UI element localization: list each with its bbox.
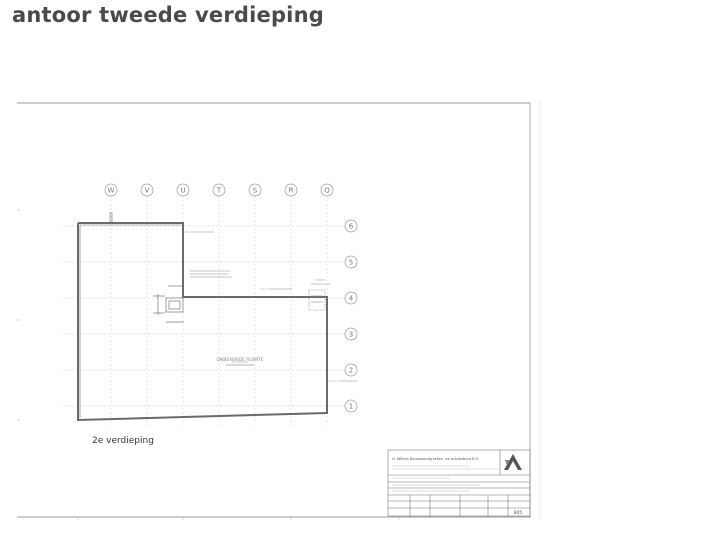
axis-label-4: 4 [348,294,354,303]
grid-lines [60,196,345,425]
sheet-number: 805 [513,511,523,516]
page-title: antoor tweede verdieping [12,3,324,27]
axis-label-2: 2 [348,366,354,375]
axis-label-s: S [252,186,258,195]
title-block-company: H. Willms Bouwkundig teken- en adviesburo B.V. [392,457,479,461]
axis-label-v: V [144,186,150,195]
axis-label-1: 1 [348,402,354,411]
axis-label-6: 6 [348,222,354,231]
row-axis-markers [345,220,357,412]
axis-label-w: W [107,186,115,195]
annotation-marks [190,232,358,381]
building-walls [78,223,327,420]
company-logo [504,454,522,470]
axis-label-u: U [180,186,186,195]
service-box [309,290,325,310]
axis-label-5: 5 [348,258,354,267]
floor-label: 2e verdieping [92,436,154,446]
title-block-text-lines [392,466,498,491]
axis-label-t: T [216,186,222,195]
axis-label-q: Q [324,186,330,195]
bottom-ticks [17,210,399,520]
axis-label-r: R [288,186,294,195]
room-name: ONBEKENDE RUIMTE [216,358,264,363]
axis-label-3: 3 [348,330,354,339]
shaft-element [153,286,184,322]
